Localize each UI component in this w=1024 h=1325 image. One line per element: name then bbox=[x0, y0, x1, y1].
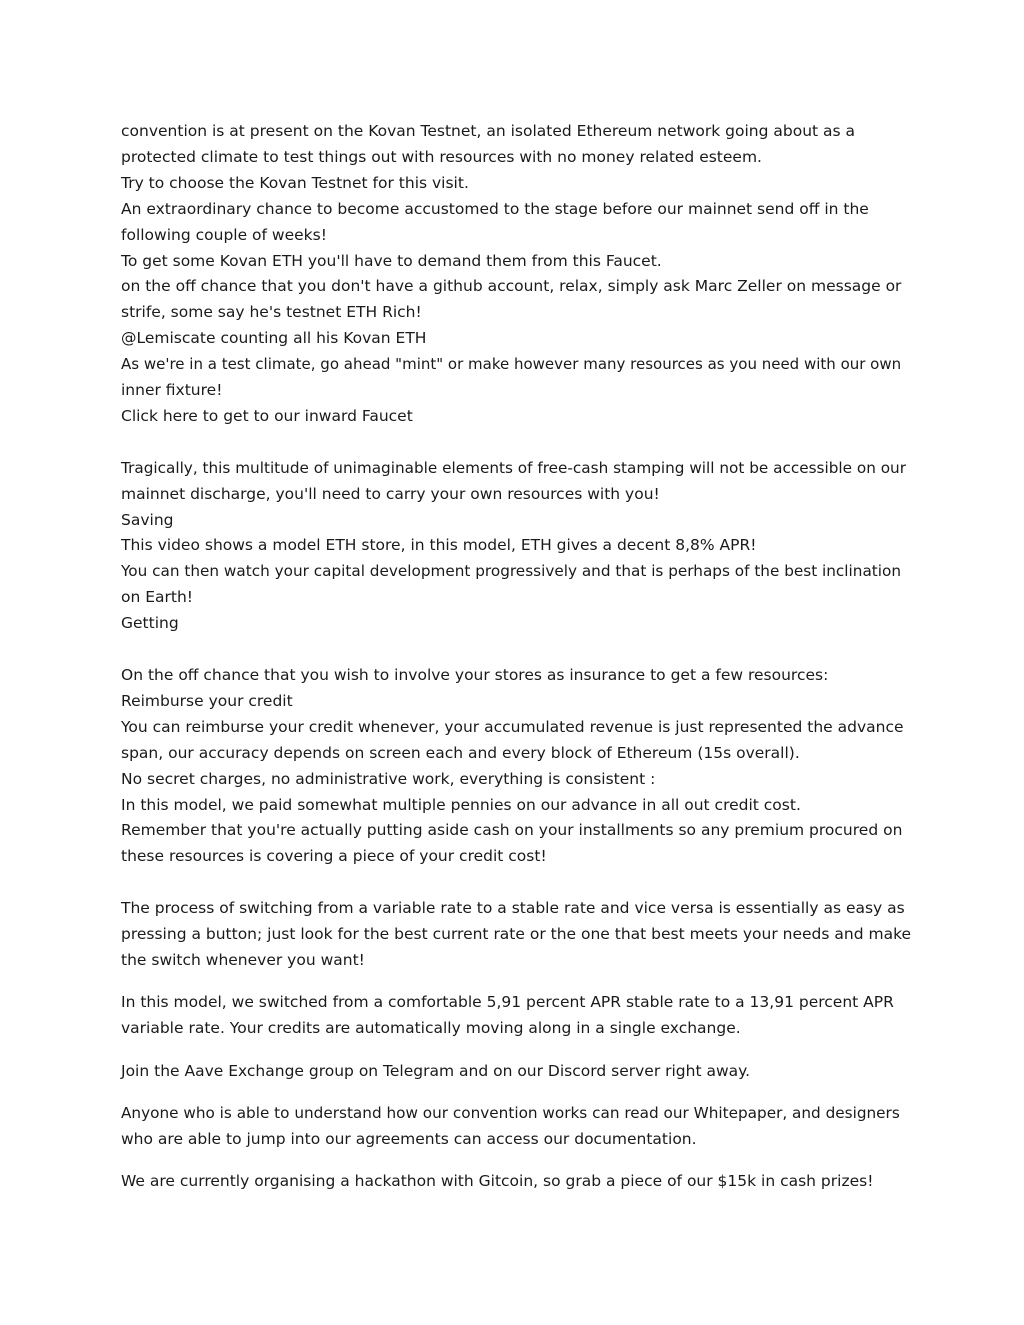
text-line: who are able to jump into our agreements can access our documentation. bbox=[121, 1129, 697, 1148]
text-line: Join the Aave Exchange group on Telegram and on our Discord server right away. bbox=[121, 1061, 751, 1080]
paragraph-rate-switching bbox=[121, 896, 911, 974]
paragraph-spacer bbox=[121, 1153, 911, 1170]
text-line: Anyone who is able to understand how our convention works can read our Whitepaper, and designers bbox=[121, 1104, 900, 1123]
text-line: Remember that you're actually putting aside cash on your installments so any premium procured on bbox=[121, 821, 903, 840]
paragraph-community bbox=[121, 1059, 911, 1085]
text-line: No secret charges, no administrative work, everything is consistent : bbox=[121, 769, 656, 788]
document-body bbox=[121, 119, 911, 1195]
text-line: mainnet discharge, you'll need to carry your own resources with you! bbox=[121, 484, 660, 503]
heading-saving: Saving bbox=[121, 510, 174, 529]
text-line: An extraordinary chance to become accustomed to the stage before our mainnet send off in the bbox=[121, 199, 869, 218]
text-line: strife, some say he's testnet ETH Rich! bbox=[121, 303, 422, 322]
paragraph-spacer bbox=[121, 430, 911, 456]
text-line: these resources is covering a piece of your credit cost! bbox=[121, 847, 547, 866]
paragraph-rate-example bbox=[121, 990, 911, 1042]
text-line: In this model, we switched from a comfortable 5,91 percent APR stable rate to a 13,91 percent APR bbox=[121, 993, 894, 1012]
text-line: To get some Kovan ETH you'll have to demand them from this Faucet. bbox=[121, 251, 662, 270]
text-line: pressing a button; just look for the best current rate or the one that best meets your needs and make bbox=[121, 925, 912, 944]
text-line: span, our accuracy depends on screen each and every block of Ethereum (15s overall). bbox=[121, 743, 800, 762]
paragraph-spacer bbox=[121, 1042, 911, 1059]
paragraph-saving bbox=[121, 456, 911, 637]
text-line: convention is at present on the Kovan Testnet, an isolated Ethereum network going about as a bbox=[121, 122, 856, 140]
text-line: The process of switching from a variable rate to a stable rate and vice versa is essentially as easy as bbox=[121, 899, 905, 918]
paragraph-reimburse bbox=[121, 663, 911, 870]
paragraph-hackathon bbox=[121, 1169, 911, 1195]
text-line: Tragically, this multitude of unimaginable elements of free-cash stamping will not be accessible on our bbox=[121, 458, 906, 477]
text-line: on the off chance that you don't have a github account, relax, simply ask Marc Zeller on message or bbox=[121, 277, 902, 296]
paragraph-spacer bbox=[121, 870, 911, 896]
text-line: We are currently organising a hackathon with Gitcoin, so grab a piece of our $15k in cash prizes! bbox=[121, 1172, 874, 1191]
faucet-link-text: Click here to get to our inward Faucet bbox=[121, 406, 413, 425]
heading-getting: Getting bbox=[121, 614, 179, 633]
paragraph-whitepaper bbox=[121, 1101, 911, 1153]
text-line: As we're in a test climate, go ahead "mint" or make however many resources as you need with our own bbox=[121, 355, 902, 374]
text-line: on Earth! bbox=[121, 588, 194, 607]
paragraph-kovan-testnet bbox=[121, 119, 911, 430]
text-line: In this model, we paid somewhat multiple pennies on our advance in all out credit cost. bbox=[121, 795, 801, 814]
text-line: inner fixture! bbox=[121, 381, 223, 400]
text-line: On the off chance that you wish to involve your stores as insurance to get a few resources: bbox=[121, 666, 829, 684]
text-line: variable rate. Your credits are automatically moving along in a single exchange. bbox=[121, 1019, 741, 1038]
text-line: Try to choose the Kovan Testnet for this visit. bbox=[121, 173, 469, 192]
paragraph-spacer bbox=[121, 1085, 911, 1102]
text-line: @Lemiscate counting all his Kovan ETH bbox=[121, 329, 427, 348]
heading-reimburse: Reimburse your credit bbox=[121, 691, 293, 710]
paragraph-spacer bbox=[121, 974, 911, 991]
text-line: protected climate to test things out with resources with no money related esteem. bbox=[121, 147, 762, 166]
text-line: This video shows a model ETH store, in this model, ETH gives a decent 8,8% APR! bbox=[121, 536, 757, 555]
text-line: the switch whenever you want! bbox=[121, 950, 365, 969]
paragraph-spacer bbox=[121, 637, 911, 663]
text-line: You can reimburse your credit whenever, your accumulated revenue is just represented the advance bbox=[121, 717, 904, 736]
text-line: You can then watch your capital development progressively and that is perhaps of the best inclination bbox=[121, 562, 902, 581]
text-line: following couple of weeks! bbox=[121, 225, 327, 244]
